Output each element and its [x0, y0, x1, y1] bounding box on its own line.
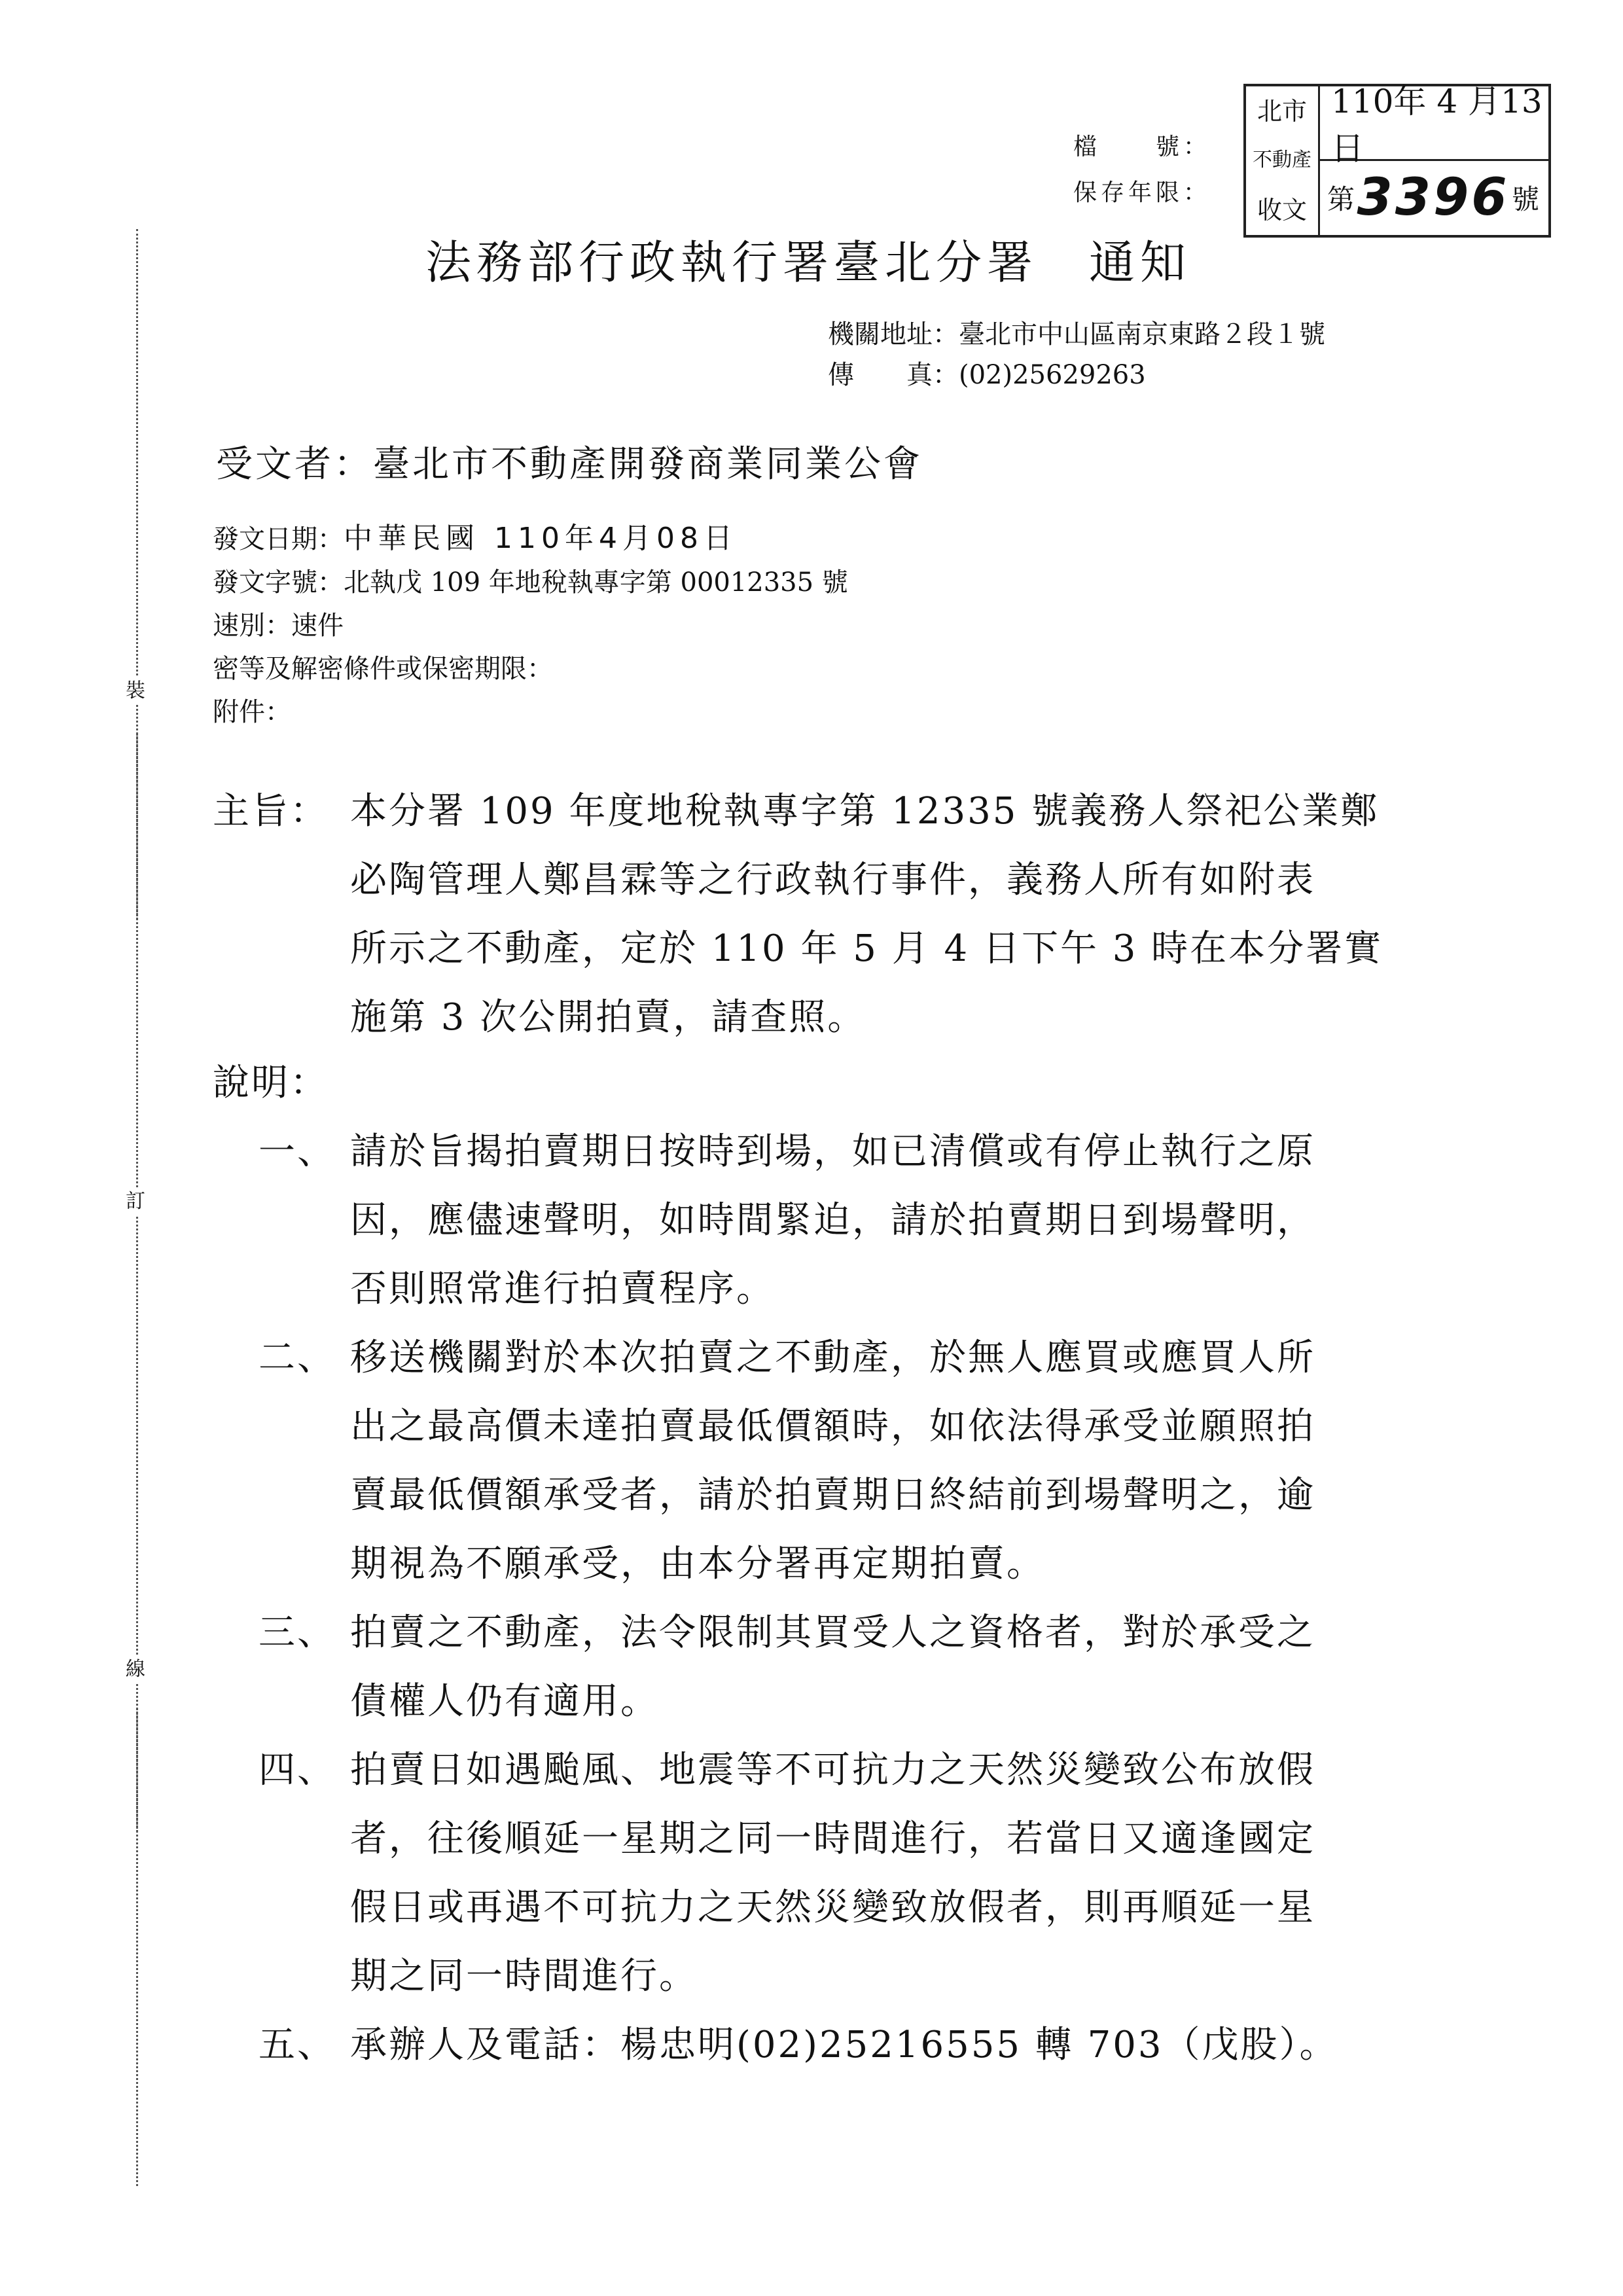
binding-margin-line-3: [136, 1708, 138, 2186]
file-info: [1073, 124, 1211, 216]
explanation-item-line: 者，往後順延一星期之同一時間進行，若當日又適逢國定: [350, 1818, 1315, 1860]
gist-label: 主旨：: [213, 790, 329, 833]
explanation-item-line: 承辦人及電話：楊忠明(02)25216555 轉 703（戊股）。: [350, 2024, 1338, 2066]
binding-margin-char: 訂: [126, 1188, 145, 1215]
gist-line: 施第 3 次公開拍賣，請查照。: [350, 996, 866, 1039]
agency-address: 機關地址：臺北市中山區南京東路２段１號: [828, 319, 1325, 350]
gist-line: 必陶管理人鄭昌霖等之行政執行事件，義務人所有如附表: [350, 859, 1315, 901]
gist-line: 本分署 109 年度地稅執專字第 12335 號義務人祭祀公業鄭: [350, 790, 1380, 833]
stamp-org-line: 收文: [1257, 196, 1307, 225]
stamp-org: [1246, 86, 1320, 235]
explanation-item-line: 否則照常進行拍賣程序。: [350, 1268, 775, 1310]
stamp-date: 110年 4 月13日: [1318, 86, 1548, 161]
received-stamp: [1243, 84, 1551, 238]
delivery-speed: 速別：速件: [213, 611, 344, 641]
document-title: 法務部行政執行署臺北分署 通知: [425, 236, 1191, 289]
explanation-item-line: 期視為不願承受，由本分署再定期拍賣。: [350, 1543, 1045, 1585]
binding-margin-char: 線: [126, 1656, 145, 1683]
explanation-item-number: 三、: [259, 1611, 336, 1654]
explanation-item-number: 二、: [259, 1336, 336, 1379]
stamp-org-line: 不動產: [1253, 149, 1311, 172]
retention-period-label: 保存年限：: [1073, 179, 1211, 206]
explanation-label: 說明：: [213, 1062, 329, 1104]
attachments: 附件：: [213, 697, 291, 727]
binding-margin-char: 裝: [126, 677, 145, 705]
stamp-number: 3396: [1357, 168, 1510, 228]
stamp-number-row: [1318, 161, 1548, 236]
explanation-item-number: 四、: [259, 1749, 336, 1791]
gist-line: 所示之不動產，定於 110 年 5 月 4 日下午 3 時在本分署實: [350, 927, 1383, 970]
explanation-item-line: 移送機關對於本次拍賣之不動產，於無人應買或應買人所: [350, 1336, 1315, 1379]
document-number: 發文字號：北執戊 109 年地稅執專字第 00012335 號: [213, 567, 848, 598]
explanation-item-line: 拍賣日如遇颱風、地震等不可抗力之天然災變致公布放假: [350, 1749, 1315, 1791]
stamp-number-prefix: 第: [1327, 183, 1355, 216]
secrecy-level: 密等及解密條件或保密期限：: [213, 654, 553, 684]
explanation-item-line: 拍賣之不動產，法令限制其買受人之資格者，對於承受之: [350, 1611, 1315, 1654]
explanation-item-line: 因，應儘速聲明，如時間緊迫，請於拍賣期日到場聲明，: [350, 1199, 1315, 1242]
explanation-item-number: 一、: [259, 1130, 336, 1173]
issue-date: [213, 517, 848, 561]
agency-info: [828, 314, 1325, 395]
explanation-item-line: 出之最高價未達拍賣最低價額時，如依法得承受並願照拍: [350, 1405, 1315, 1448]
explanation-item-line: 假日或再遇不可抗力之天然災變致放假者，則再順延一星: [350, 1886, 1315, 1929]
agency-fax: 傳 真：(02)25629263: [828, 360, 1146, 390]
explanation-item-number: 五、: [259, 2024, 336, 2066]
explanation-item-line: 期之同一時間進行。: [350, 1955, 698, 1998]
stamp-number-suffix: 號: [1511, 183, 1539, 216]
issue-date-label: 發文日期：: [213, 524, 344, 554]
explanation-item-line: 債權人仍有適用。: [350, 1680, 659, 1723]
document-meta: [213, 517, 848, 734]
explanation-item-line: 賣最低價額承受者，請於拍賣期日終結前到場聲明之，逾: [350, 1474, 1315, 1516]
issue-date-value: 中華民國 110年4月08日: [344, 522, 738, 555]
recipient: 受文者：臺北市不動產開發商業同業公會: [216, 443, 923, 486]
file-number-label: 檔 號：: [1073, 134, 1211, 160]
stamp-org-line: 北市: [1257, 96, 1307, 126]
explanation-item-line: 請於旨揭拍賣期日按時到場，如已清償或有停止執行之原: [350, 1130, 1315, 1173]
